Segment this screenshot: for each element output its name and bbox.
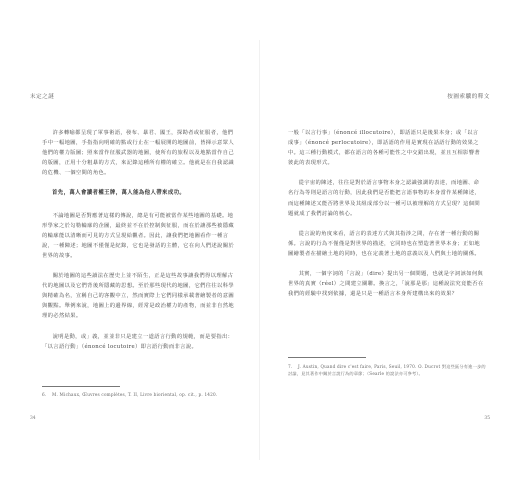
footnote xyxy=(42,392,242,399)
block-quote: 首先，萬人會讀者權王牌，萬人能為他人帶來成功。 xyxy=(52,190,186,197)
footnote-text: M. Michaux, Œuvres complètes, T. II, Livre bioriental, op. cit., p. 1420. xyxy=(52,392,218,397)
running-head: 末定之謎 xyxy=(30,94,55,100)
footnote xyxy=(288,364,488,378)
footnote-rule xyxy=(42,386,120,387)
left-body-text xyxy=(42,128,236,362)
footnote-number: 7. xyxy=(288,364,293,369)
page-number: 35 xyxy=(484,416,490,421)
right-page xyxy=(260,0,520,500)
paragraph: 從宇宙的陳述，往往是對於語言事物本身之認識強調的表達，而地圖、命名行為等則是語言的行動，因此我們是否能把言語事物的本身當作某種陳述，而這種陳述又能否將世界及其組成部分以一種可以被理解的方式呈現？這個問題就成了我們討論的核心。 xyxy=(288,180,480,217)
right-body-text xyxy=(288,128,484,309)
paragraph: 關於地圖的這些讀法在歷史上並不陌生，正是這些故事讓我們得以理解古代的地圖以及它們背後所隱藏的思想。至於那些現代的地圖，它們往往以科學與精確為名，宣稱自己的客觀中立，然而實際上它們同樣承載著繪製者的意圖與觀點。舉例來說，地圖上的邊界線，經常是政治權力的產物，而並非自然地理的必然結果。 xyxy=(42,273,234,320)
paragraph: 不論地圖是否對應著這樣的傳說，總是有可能被當作某些地圖的基礎。地形學家之於勾勒輪廓的企圖，最終並不在於控制與征服，而在於讓那些被隱藏的輪廓能以清晰而可見的方式呈現給觀者。因此，讓我們把地圖看作一種言說，一種陳述；地圖不僅僅是紀錄，它也是發話的主體，它在向人們述說關於世界的故事。 xyxy=(42,212,234,259)
page-number: 34 xyxy=(30,416,36,421)
paragraph: 許多轉喻都呈現了軍事術語，發布、暴君、國王，探勘者或征服者，他們手中一幅地圖，手指指向明確的點或行止在一幅展開的地圖前，皆揮示意眾人他們的權力版圖；照來當作征服武器的地圖，使所有的旅程以及地點當作自己的版圖，正用十分粗暴的方式，來記錄這種所有權的確立。他就是在自我認識的危機、一個空間的角色。 xyxy=(42,130,234,177)
footnote-number: 6. xyxy=(42,392,47,397)
running-head: 按圖索驥的釋文 xyxy=(447,94,490,100)
paragraph: 從言說的角度來看，語言的表達方式與其指涉之間，存在著一種行動的關係。言說的行為不僅僅是對世界的描述，它同時也在塑造著世界本身；正如地圖繪製者在描繪土地的同時，也在定義著土地的意義以及人們與土地的關係。 xyxy=(288,230,480,257)
footnote-text: J. Austin, Quand dire c'est faire, Paris, Seuil, 1970. O. Ducrot 對這些區分有進一步的討論，見其著作中關於言說行為的章節；（Searle 的說法亦可參考）。 xyxy=(288,364,486,376)
paragraph: 說明是動，或」義，並並非只是建立一道語言行動的規範，而是要指出：「以言語行動」（énoncé locutoire）即言語行動而非言說。 xyxy=(42,333,234,350)
footnote-rule xyxy=(288,357,366,358)
paragraph: 一般「以言行事」（énoncé illocutoire），即話語只是後果本身；或「以言成事」（énoncé perlocutoire），即話語的作用是實現在話語行動的效果之中。這三種行動模式，都在語言的各種可能性之中交錯出現，並且互相影響著彼此的表現形式。 xyxy=(288,130,480,167)
paragraph: 其實，一個字詞的「言說」（dire）提出另一個問題，也就是字詞該如何與世界的真實（réel）之間建立關聯。換言之，「說那是那」這種說法究竟能否在我們的經驗中找到依據，還是只是一種語言本身所建構出來的效果？ xyxy=(288,271,484,298)
